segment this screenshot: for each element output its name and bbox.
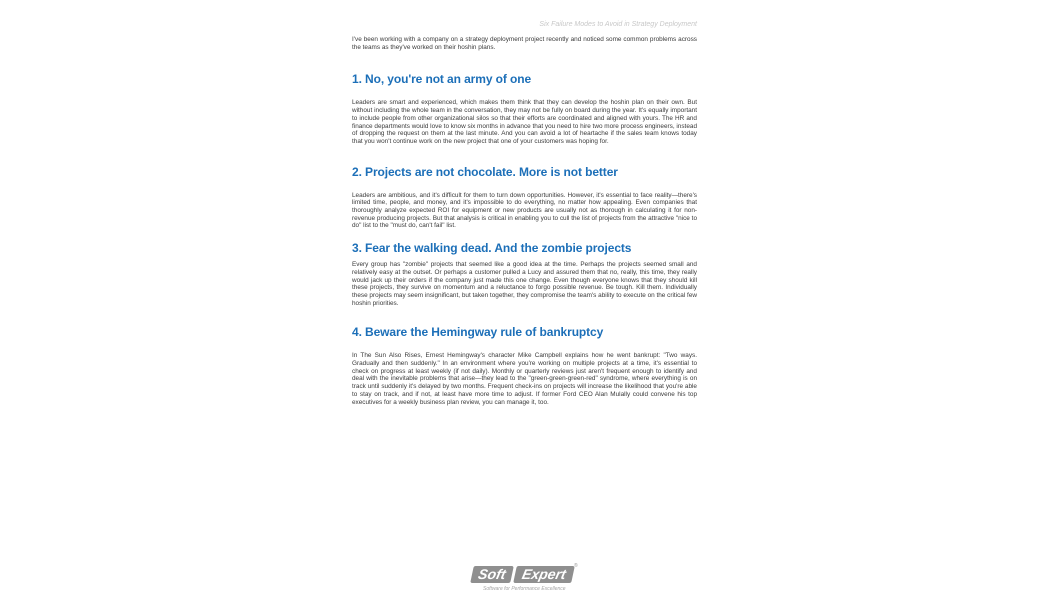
section-2-body: Leaders are ambitious, and it's difficult for them to turn down opportunities. However, it's essential to face reality—there's limited time, people, and money, and it's impossible to do everything, no matter how appealing. Even companies that thoroughly analyze expected ROI for equipment or new products are usually not as thorough in calculating it for non-revenue producing projects. But that analysis is critical in enabling you to cull the list of projects from the attractive "nice to do" list to the "must do, can't fail" list. <box>352 191 697 230</box>
section-3-body: Every group has "zombie" projects that seemed like a good idea at the time. Perhaps the projects seemed small and relatively easy at the outset. Or perhaps a customer pulled a Lucy and assured them that no, really, this time, they really would jack up their orders if the company just made this one change. Even though everyone knows that they should kill these projects, they survive on momentum and a reluctance to forgo possible revenue. Be tough. Kill them. Individually these projects may seem insignificant, but taken together, they compromise the team's ability to execute on the critical few hoshin priorities. <box>352 261 697 307</box>
logo-word-expert: Expert <box>513 566 575 583</box>
logo-tagline: Software for Performance Excellence <box>483 586 566 592</box>
section-4-body: In The Sun Also Rises, Ernest Hemingway's character Mike Campbell explains how he went bankrupt: "Two ways. Gradually and then suddenly." In an environment where you're working on multiple projects at a time, it's essential to check on progress at least weekly (if not daily). Monthly or quarterly reviews just aren't frequent enough to identify and deal with the inevitable problems that arise—they lead to the "green-green-green-red" syndrome, where everything is on track until suddenly it's delayed by two months. Frequent check-ins on projects will increase the likelihood that you're able to stay on track, and if not, at least have more time to adjust. If former Ford CEO Alan Mulally could convene his top executives for a weekly business plan review, you can manage it, too. <box>352 352 697 406</box>
article-body <box>352 36 697 406</box>
section-2-heading: 2. Projects are not chocolate. More is not better <box>352 164 618 179</box>
section-3-heading: 3. Fear the walking dead. And the zombie projects <box>352 241 632 256</box>
running-header: Six Failure Modes to Avoid in Strategy Deployment <box>539 21 697 28</box>
section-1-body: Leaders are smart and experienced, which makes them think that they can develop the hoshin plan on their own. But without including the whole team in the conversation, they may not be fully on board during the year. It's equally important to include people from other organizational silos so that their efforts are coordinated and aligned with yours. The HR and finance departments would love to know six months in advance that you need to hire two more process engineers, instead of dropping the request on them at the last minute. And you can avoid a lot of heartache if the sales team knows today that you won't continue work on the new project that one of your customers was hoping for. <box>352 99 697 145</box>
logo-word-soft: Soft <box>470 566 514 583</box>
logo-mark <box>470 563 576 585</box>
softexpert-logo <box>470 563 580 595</box>
intro-paragraph: I've been working with a company on a strategy deployment project recently and noticed some common problems across the teams as they've worked on their hoshin plans. <box>352 36 697 51</box>
section-4-heading: 4. Beware the Hemingway rule of bankruptcy <box>352 325 604 340</box>
section-1-heading: 1. No, you're not an army of one <box>352 72 532 87</box>
registered-mark: ® <box>574 563 578 569</box>
